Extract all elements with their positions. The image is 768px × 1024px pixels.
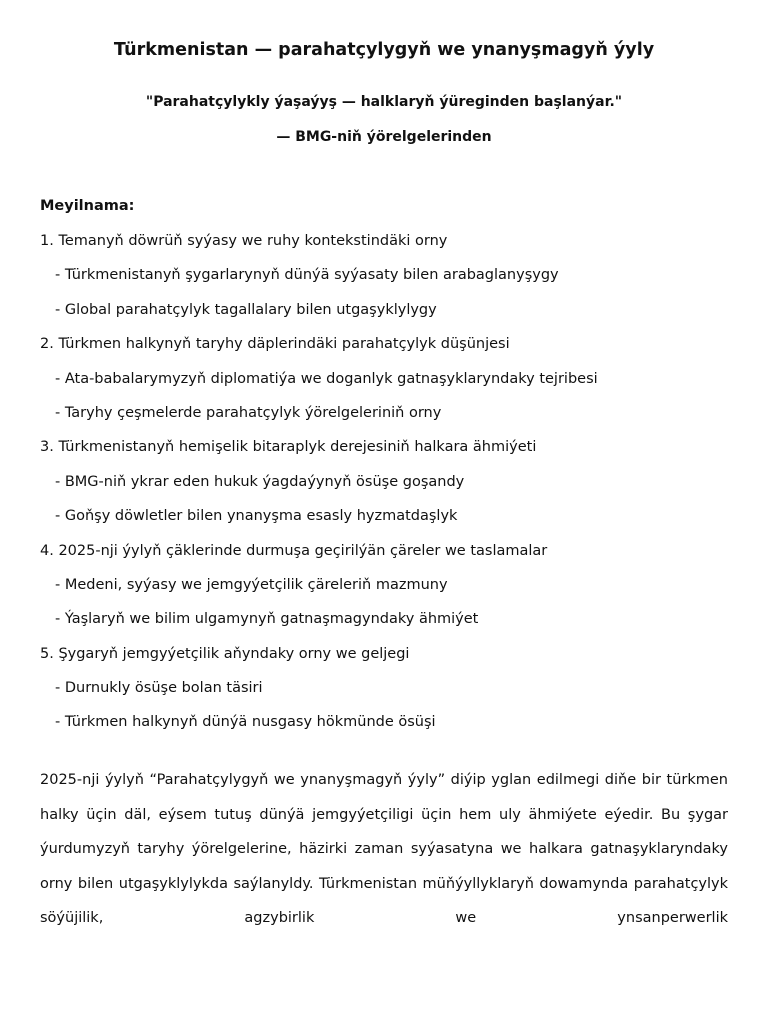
outline-subitem: - Medeni, syýasy we jemgyýetçilik çäreleriň mazmuny — [55, 576, 448, 593]
outline-subitem: - Durnukly ösüşe bolan täsiri — [55, 680, 263, 697]
outline-subitem: - Ýaşlaryň we bilim ulgamynyň gatnaşmagyndaky ähmiýet — [55, 611, 479, 628]
outline-item: 3. Türkmenistanyň hemişelik bitaraplyk derejesiniň halkara ähmiýeti — [40, 439, 537, 456]
outline-item: 2. Türkmen halkynyň taryhy däplerindäki parahatçylyk düşünjesi — [40, 336, 510, 353]
outline-subitem: - Ata-babalarymyzyň diplomatiýa we doganlyk gatnaşyklaryndaky tejribesi — [55, 370, 598, 387]
epigraph-source: — BMG-niň ýörelgelerinden — [276, 129, 492, 145]
epigraph-quote: "Parahatçylykly ýaşaýyş — halklaryň ýüreginden başlanýar." — [145, 94, 623, 110]
outline-item: 4. 2025-nji ýylyň çäklerinde durmuşa geçirilýän çäreler we taslamalar — [40, 542, 548, 559]
outline-subitem: - BMG-niň ykrar eden hukuk ýagdaýynyň ösüşe goşandy — [55, 473, 465, 490]
body-paragraph: 2025-nji ýylyň “Parahatçylygyň we ynanyşmagyň ýyly” diýip yglan edilmegi diňe bir türkmen halky üçin däl, eýsem tutuş dünýä jemgyýetçiligi üçin hem uly ähmiýete eýedir. Bu şygar ýurdumyzyň taryhy ýörelgelerine, häzirki zaman syýasatyna we halkara gatnaşyklaryndaky orny bilen utgaşyklylykda saýlanyldy. Türkmenistan müňýyllyklaryň dowamynda parahatçylyk söýüjilik, agzybirlik we ynsanperwerlik — [40, 772, 728, 926]
outline-subitem: - Taryhy çeşmelerde parahatçylyk ýörelgeleriniň orny — [55, 404, 442, 421]
outline-subitem: - Goňşy döwletler bilen ynanyşma esasly hyzmatdaşlyk — [55, 508, 458, 525]
outline-item: 1. Temanyň döwrüň syýasy we ruhy kontekstindäki orny — [40, 233, 448, 249]
outline-subitem: - Global parahatçylyk tagallalary bilen utgaşyklylygy — [55, 301, 437, 318]
outline-subitem: - Türkmenistanyň şygarlarynyň dünýä syýasaty bilen arabaglanyşygy — [55, 267, 559, 284]
outline-heading: Meyilnama: — [40, 198, 135, 214]
outline-subitem: - Türkmen halkynyň dünýä nusgasy hökmünde ösüşi — [55, 714, 436, 731]
document-title: Türkmenistan — parahatçylygyň we ynanyşmagyň ýyly — [113, 40, 655, 60]
outline-item: 5. Şygaryň jemgyýetçilik aňyndaky orny we geljegi — [40, 645, 410, 662]
outline-list — [40, 231, 730, 747]
